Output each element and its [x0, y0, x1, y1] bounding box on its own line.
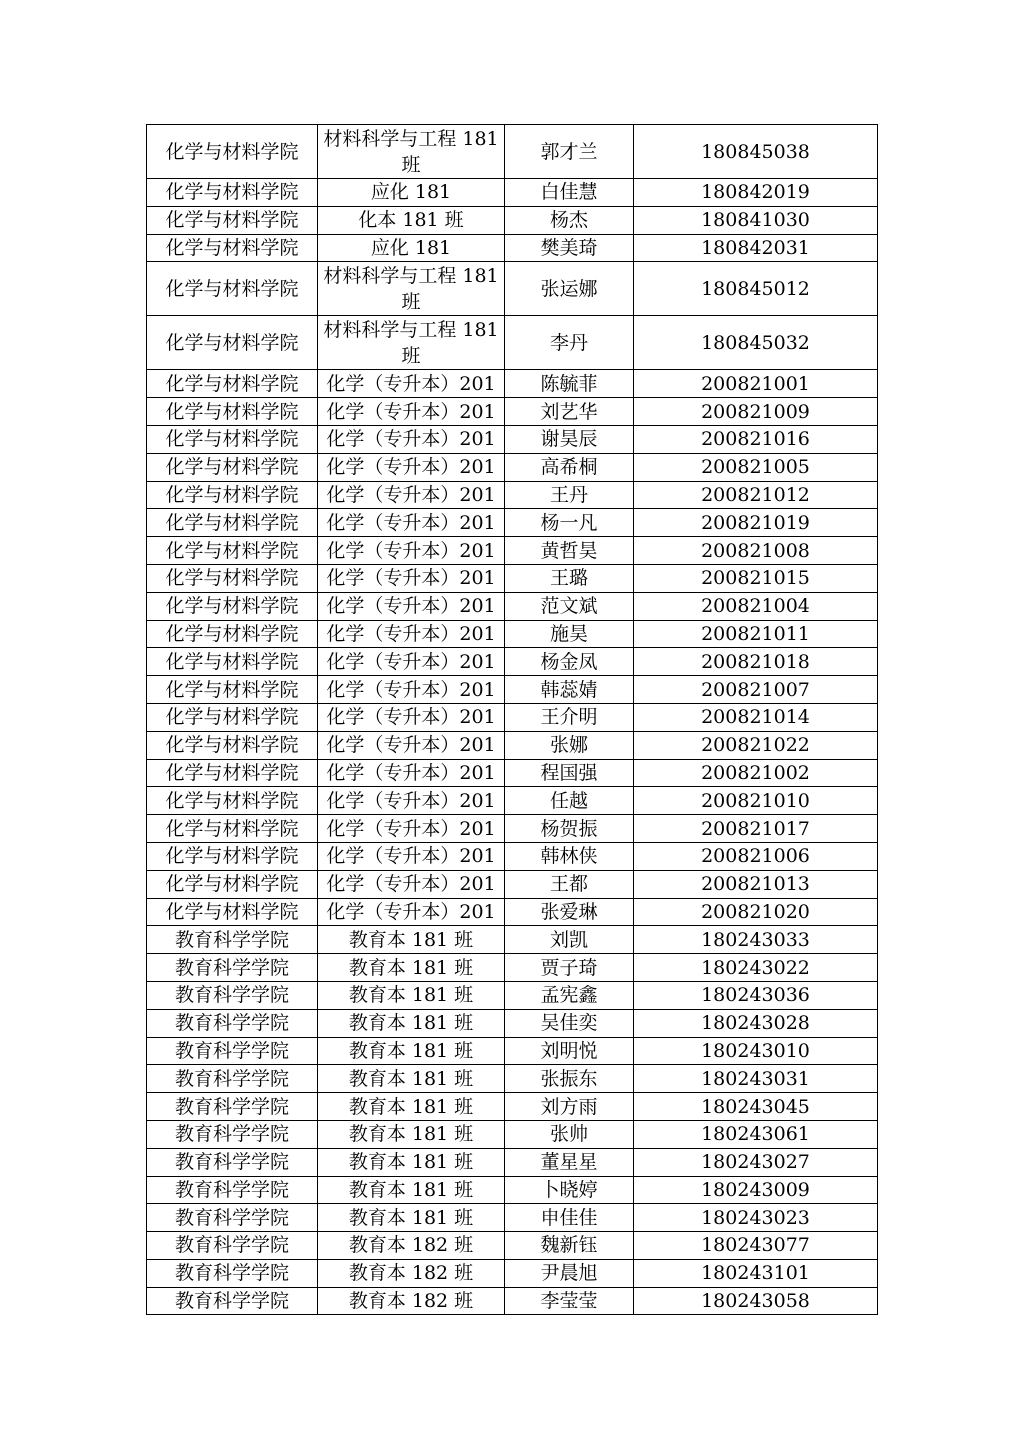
table-row — [147, 1287, 878, 1315]
table-row — [147, 453, 878, 481]
table-row — [147, 234, 878, 262]
college-cell: 化学与材料学院 — [147, 481, 318, 509]
table-row — [147, 1065, 878, 1093]
student-id-cell: 200821018 — [634, 648, 878, 676]
student-name-cell: 韩林侠 — [505, 842, 634, 870]
student-id-cell: 200821011 — [634, 620, 878, 648]
college-cell: 教育科学学院 — [147, 1232, 318, 1260]
student-name-cell: 白佳慧 — [505, 179, 634, 207]
student-name-cell: 程国强 — [505, 759, 634, 787]
college-cell: 教育科学学院 — [147, 1259, 318, 1287]
student-id-cell: 200821001 — [634, 370, 878, 398]
college-cell: 化学与材料学院 — [147, 509, 318, 537]
college-cell: 化学与材料学院 — [147, 703, 318, 731]
student-name-cell: 张振东 — [505, 1065, 634, 1093]
class-cell: 教育本 181 班 — [318, 981, 505, 1009]
class-cell: 教育本 181 班 — [318, 1204, 505, 1232]
table-row — [147, 425, 878, 453]
student-name-cell: 李丹 — [505, 316, 634, 370]
class-cell: 教育本 181 班 — [318, 926, 505, 954]
class-cell: 材料科学与工程 181 班 — [318, 125, 505, 179]
table-row — [147, 125, 878, 179]
college-cell: 教育科学学院 — [147, 1037, 318, 1065]
class-cell: 材料科学与工程 181 班 — [318, 262, 505, 316]
student-id-cell: 180243009 — [634, 1176, 878, 1204]
table-row — [147, 370, 878, 398]
table-row — [147, 537, 878, 565]
college-cell: 化学与材料学院 — [147, 620, 318, 648]
table-row — [147, 898, 878, 926]
college-cell: 教育科学学院 — [147, 1148, 318, 1176]
college-cell: 化学与材料学院 — [147, 898, 318, 926]
college-cell: 化学与材料学院 — [147, 425, 318, 453]
class-cell: 化学（专升本）201 — [318, 648, 505, 676]
table-row — [147, 1232, 878, 1260]
college-cell: 化学与材料学院 — [147, 731, 318, 759]
student-name-cell: 刘凯 — [505, 926, 634, 954]
student-name-cell: 高希桐 — [505, 453, 634, 481]
class-cell: 化学（专升本）201 — [318, 787, 505, 815]
class-cell: 化学（专升本）201 — [318, 398, 505, 426]
college-cell: 化学与材料学院 — [147, 125, 318, 179]
student-id-cell: 180243031 — [634, 1065, 878, 1093]
college-cell: 化学与材料学院 — [147, 179, 318, 207]
college-cell: 化学与材料学院 — [147, 842, 318, 870]
college-cell: 化学与材料学院 — [147, 648, 318, 676]
student-id-cell: 200821020 — [634, 898, 878, 926]
college-cell: 教育科学学院 — [147, 954, 318, 982]
student-id-cell: 180243036 — [634, 981, 878, 1009]
table-row — [147, 954, 878, 982]
college-cell: 化学与材料学院 — [147, 537, 318, 565]
class-cell: 化学（专升本）201 — [318, 731, 505, 759]
college-cell: 化学与材料学院 — [147, 759, 318, 787]
student-id-cell: 180243033 — [634, 926, 878, 954]
class-cell: 化学（专升本）201 — [318, 676, 505, 704]
student-id-cell: 180243010 — [634, 1037, 878, 1065]
student-name-cell: 樊美琦 — [505, 234, 634, 262]
college-cell: 教育科学学院 — [147, 1204, 318, 1232]
college-cell: 教育科学学院 — [147, 926, 318, 954]
table-row — [147, 592, 878, 620]
student-name-cell: 杨贺振 — [505, 815, 634, 843]
student-id-cell: 180243058 — [634, 1287, 878, 1315]
student-name-cell: 王丹 — [505, 481, 634, 509]
college-cell: 教育科学学院 — [147, 1093, 318, 1121]
student-roster-table — [146, 124, 878, 1315]
table-row — [147, 815, 878, 843]
student-id-cell: 180243022 — [634, 954, 878, 982]
student-name-cell: 范文斌 — [505, 592, 634, 620]
table-row — [147, 1148, 878, 1176]
table-row — [147, 1259, 878, 1287]
college-cell: 化学与材料学院 — [147, 870, 318, 898]
class-cell: 应化 181 — [318, 179, 505, 207]
table-row — [147, 1120, 878, 1148]
student-name-cell: 李莹莹 — [505, 1287, 634, 1315]
table-row — [147, 509, 878, 537]
student-id-cell: 200821010 — [634, 787, 878, 815]
student-id-cell: 200821006 — [634, 842, 878, 870]
class-cell: 化学（专升本）201 — [318, 481, 505, 509]
college-cell: 化学与材料学院 — [147, 370, 318, 398]
student-id-cell: 200821016 — [634, 425, 878, 453]
table-row — [147, 1176, 878, 1204]
student-name-cell: 张爱琳 — [505, 898, 634, 926]
student-name-cell: 申佳佳 — [505, 1204, 634, 1232]
student-id-cell: 180845032 — [634, 316, 878, 370]
student-id-cell: 180243077 — [634, 1232, 878, 1260]
table-row — [147, 926, 878, 954]
student-name-cell: 卜晓婷 — [505, 1176, 634, 1204]
class-cell: 教育本 182 班 — [318, 1287, 505, 1315]
class-cell: 化学（专升本）201 — [318, 898, 505, 926]
college-cell: 教育科学学院 — [147, 1120, 318, 1148]
class-cell: 教育本 182 班 — [318, 1232, 505, 1260]
college-cell: 化学与材料学院 — [147, 262, 318, 316]
college-cell: 化学与材料学院 — [147, 787, 318, 815]
table-row — [147, 703, 878, 731]
college-cell: 化学与材料学院 — [147, 453, 318, 481]
class-cell: 化学（专升本）201 — [318, 537, 505, 565]
student-id-cell: 200821004 — [634, 592, 878, 620]
college-cell: 化学与材料学院 — [147, 234, 318, 262]
class-cell: 教育本 181 班 — [318, 954, 505, 982]
table-row — [147, 731, 878, 759]
class-cell: 教育本 181 班 — [318, 1093, 505, 1121]
student-name-cell: 贾子琦 — [505, 954, 634, 982]
student-id-cell: 180243061 — [634, 1120, 878, 1148]
class-cell: 化学（专升本）201 — [318, 842, 505, 870]
college-cell: 化学与材料学院 — [147, 398, 318, 426]
class-cell: 化学（专升本）201 — [318, 425, 505, 453]
table-row — [147, 787, 878, 815]
student-id-cell: 180243027 — [634, 1148, 878, 1176]
table-row — [147, 564, 878, 592]
student-name-cell: 王璐 — [505, 564, 634, 592]
student-name-cell: 郭才兰 — [505, 125, 634, 179]
class-cell: 化学（专升本）201 — [318, 620, 505, 648]
table-row — [147, 759, 878, 787]
student-id-cell: 180841030 — [634, 206, 878, 234]
student-id-cell: 180243045 — [634, 1093, 878, 1121]
college-cell: 化学与材料学院 — [147, 592, 318, 620]
table-row — [147, 1204, 878, 1232]
student-id-cell: 180243101 — [634, 1259, 878, 1287]
table-row — [147, 676, 878, 704]
student-id-cell: 200821007 — [634, 676, 878, 704]
student-id-cell: 200821015 — [634, 564, 878, 592]
class-cell: 材料科学与工程 181 班 — [318, 316, 505, 370]
student-name-cell: 张娜 — [505, 731, 634, 759]
class-cell: 化本 181 班 — [318, 206, 505, 234]
student-name-cell: 施昊 — [505, 620, 634, 648]
student-name-cell: 张帅 — [505, 1120, 634, 1148]
student-name-cell: 谢昊辰 — [505, 425, 634, 453]
roster-body — [147, 125, 878, 1315]
table-row — [147, 870, 878, 898]
class-cell: 化学（专升本）201 — [318, 370, 505, 398]
student-name-cell: 王介明 — [505, 703, 634, 731]
student-id-cell: 200821013 — [634, 870, 878, 898]
college-cell: 化学与材料学院 — [147, 564, 318, 592]
student-id-cell: 200821019 — [634, 509, 878, 537]
college-cell: 教育科学学院 — [147, 1065, 318, 1093]
table-row — [147, 262, 878, 316]
class-cell: 化学（专升本）201 — [318, 870, 505, 898]
table-row — [147, 481, 878, 509]
college-cell: 化学与材料学院 — [147, 676, 318, 704]
student-id-cell: 200821022 — [634, 731, 878, 759]
table-row — [147, 206, 878, 234]
student-id-cell: 200821002 — [634, 759, 878, 787]
college-cell: 教育科学学院 — [147, 1009, 318, 1037]
table-row — [147, 316, 878, 370]
table-row — [147, 1037, 878, 1065]
student-name-cell: 尹晨旭 — [505, 1259, 634, 1287]
class-cell: 化学（专升本）201 — [318, 815, 505, 843]
student-name-cell: 刘方雨 — [505, 1093, 634, 1121]
student-name-cell: 孟宪鑫 — [505, 981, 634, 1009]
student-id-cell: 180842031 — [634, 234, 878, 262]
student-name-cell: 陈毓菲 — [505, 370, 634, 398]
class-cell: 化学（专升本）201 — [318, 703, 505, 731]
class-cell: 化学（专升本）201 — [318, 564, 505, 592]
table-row — [147, 842, 878, 870]
student-name-cell: 吴佳奕 — [505, 1009, 634, 1037]
college-cell: 教育科学学院 — [147, 1287, 318, 1315]
class-cell: 化学（专升本）201 — [318, 509, 505, 537]
class-cell: 化学（专升本）201 — [318, 759, 505, 787]
student-name-cell: 杨金凤 — [505, 648, 634, 676]
class-cell: 教育本 181 班 — [318, 1176, 505, 1204]
college-cell: 化学与材料学院 — [147, 316, 318, 370]
class-cell: 应化 181 — [318, 234, 505, 262]
class-cell: 化学（专升本）201 — [318, 592, 505, 620]
table-row — [147, 981, 878, 1009]
table-row — [147, 620, 878, 648]
student-id-cell: 180845012 — [634, 262, 878, 316]
student-name-cell: 黄哲昊 — [505, 537, 634, 565]
class-cell: 教育本 181 班 — [318, 1148, 505, 1176]
student-id-cell: 200821012 — [634, 481, 878, 509]
table-row — [147, 1009, 878, 1037]
class-cell: 教育本 181 班 — [318, 1037, 505, 1065]
student-id-cell: 180243028 — [634, 1009, 878, 1037]
table-row — [147, 398, 878, 426]
student-name-cell: 王都 — [505, 870, 634, 898]
student-name-cell: 杨杰 — [505, 206, 634, 234]
college-cell: 教育科学学院 — [147, 1176, 318, 1204]
table-row — [147, 648, 878, 676]
table-row — [147, 1093, 878, 1121]
student-name-cell: 董星星 — [505, 1148, 634, 1176]
student-id-cell: 180845038 — [634, 125, 878, 179]
college-cell: 化学与材料学院 — [147, 815, 318, 843]
student-name-cell: 任越 — [505, 787, 634, 815]
college-cell: 化学与材料学院 — [147, 206, 318, 234]
student-id-cell: 180243023 — [634, 1204, 878, 1232]
student-id-cell: 200821008 — [634, 537, 878, 565]
student-name-cell: 刘艺华 — [505, 398, 634, 426]
class-cell: 教育本 181 班 — [318, 1009, 505, 1037]
class-cell: 教育本 181 班 — [318, 1065, 505, 1093]
student-id-cell: 200821014 — [634, 703, 878, 731]
student-id-cell: 180842019 — [634, 179, 878, 207]
table-row — [147, 179, 878, 207]
student-name-cell: 韩蕊婧 — [505, 676, 634, 704]
student-id-cell: 200821017 — [634, 815, 878, 843]
student-name-cell: 刘明悦 — [505, 1037, 634, 1065]
class-cell: 教育本 182 班 — [318, 1259, 505, 1287]
college-cell: 教育科学学院 — [147, 981, 318, 1009]
student-name-cell: 杨一凡 — [505, 509, 634, 537]
student-id-cell: 200821009 — [634, 398, 878, 426]
student-id-cell: 200821005 — [634, 453, 878, 481]
class-cell: 教育本 181 班 — [318, 1120, 505, 1148]
student-name-cell: 张运娜 — [505, 262, 634, 316]
class-cell: 化学（专升本）201 — [318, 453, 505, 481]
student-name-cell: 魏新钰 — [505, 1232, 634, 1260]
